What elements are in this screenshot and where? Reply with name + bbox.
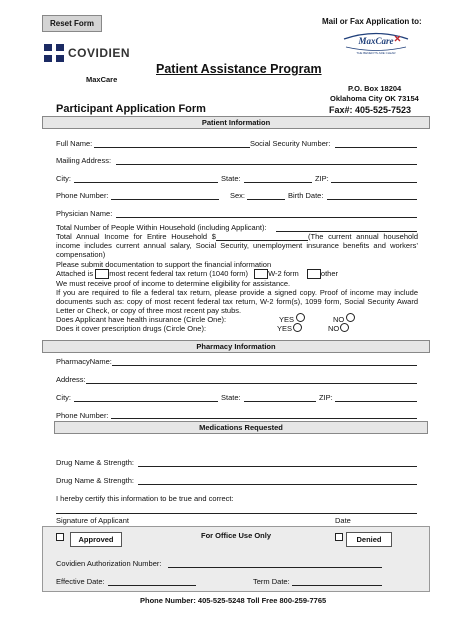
signed-copy-note: If you are required to file a federal tax return, please provide a signed copy. Proof of income may include documents such as: copy of most recent federal tax return, W-2 form(s), 1099 form, Social Security Award Letter or Check, or copy of three most recent pay stubs. xyxy=(56,288,418,315)
attached-row xyxy=(56,269,338,279)
health-insurance-question: Does Applicant have health insurance (Circle One): xyxy=(56,315,227,324)
svg-text:MaxCare: MaxCare xyxy=(358,36,394,46)
page-title: Patient Assistance Program xyxy=(156,62,322,76)
form-title: Participant Application Form xyxy=(56,103,206,115)
pharmacy-name-label: PharmacyName: xyxy=(56,357,112,366)
pharmacy-info-header: Pharmacy Information xyxy=(42,340,430,353)
certify-statement: I hereby certify this information to be true and correct: xyxy=(56,494,234,503)
covidien-logo-icon xyxy=(44,44,64,62)
covidien-logo-text: COVIDIEN xyxy=(68,46,131,60)
other-checkbox[interactable] xyxy=(307,269,321,279)
ssn-field[interactable] xyxy=(335,147,417,148)
pharmacy-state-field[interactable] xyxy=(244,401,316,402)
pharmacy-zip-label: ZIP: xyxy=(319,393,333,402)
svg-text:THE BENEFITS ARE CLEAR: THE BENEFITS ARE CLEAR xyxy=(356,51,396,55)
rx-yes-circle[interactable] xyxy=(293,323,302,332)
pharmacy-name-field[interactable] xyxy=(112,365,417,366)
term-date-field[interactable] xyxy=(292,585,382,586)
denied-button[interactable]: Denied xyxy=(346,532,392,547)
pharmacy-state-label: State: xyxy=(221,393,241,402)
phone-label: Phone Number: xyxy=(56,191,109,200)
address-line-2: Oklahoma City OK 73154 xyxy=(330,94,419,103)
ssn-label: Social Security Number: xyxy=(250,139,331,148)
effective-date-label: Effective Date: xyxy=(56,577,105,586)
pharmacy-phone-label: Phone Number: xyxy=(56,411,109,420)
tax-return-label: most recent federal tax return (1040 form) xyxy=(109,269,249,278)
income-paragraph xyxy=(56,232,418,259)
household-people-label: Total Number of People Within Household (including Applicant): xyxy=(56,223,267,232)
attached-label: Attached is xyxy=(56,269,94,278)
pharmacy-city-label: City: xyxy=(56,393,71,402)
full-name-label: Full Name: xyxy=(56,139,93,148)
approved-checkbox[interactable] xyxy=(56,533,64,541)
office-use-title: For Office Use Only xyxy=(201,531,272,540)
footer-phone: Phone Number: 405-525-5248 Toll Free 800-259-7765 xyxy=(140,596,327,605)
drug1-field[interactable] xyxy=(138,466,417,467)
other-label: other xyxy=(320,269,339,278)
sex-field[interactable] xyxy=(247,199,285,200)
drug2-field[interactable] xyxy=(138,484,417,485)
income-description: (The current annual household income includes current annual salary, Social Security, unemployment insurance benefits and workers’ compensation) xyxy=(56,232,418,259)
prescription-question: Does it cover prescription drugs (Circle One): xyxy=(56,324,207,333)
pharmacy-zip-field[interactable] xyxy=(335,401,417,402)
mailing-address-field[interactable] xyxy=(116,164,417,165)
w2-checkbox[interactable] xyxy=(254,269,268,279)
city-label: City: xyxy=(56,174,71,183)
pharmacy-address-label: Address: xyxy=(56,375,86,384)
drug2-label: Drug Name & Strength: xyxy=(56,476,134,485)
drug1-label: Drug Name & Strength: xyxy=(56,458,134,467)
tax-return-checkbox[interactable] xyxy=(95,269,109,279)
mailing-address-label: Mailing Address: xyxy=(56,156,112,165)
signature-line[interactable] xyxy=(56,513,417,514)
patient-info-header: Patient Information xyxy=(42,116,430,129)
birth-date-label: Birth Date: xyxy=(288,191,324,200)
health-no-circle[interactable] xyxy=(346,313,355,322)
effective-date-field[interactable] xyxy=(108,585,196,586)
mail-to-label: Mail or Fax Application to: xyxy=(322,17,422,26)
rx-no-circle[interactable] xyxy=(340,323,349,332)
physician-field[interactable] xyxy=(116,217,417,218)
auth-number-label: Covidien Authorization Number: xyxy=(56,559,162,568)
date-label: Date xyxy=(335,516,351,525)
fax-number: Fax#: 405-525-7523 xyxy=(329,105,412,115)
full-name-field[interactable] xyxy=(94,147,250,148)
income-label: Total Annual Income for Entire Household $ xyxy=(56,232,216,241)
w2-label: W-2 form xyxy=(268,269,299,278)
phone-field[interactable] xyxy=(111,199,219,200)
denied-checkbox[interactable] xyxy=(335,533,343,541)
rx-no-option[interactable]: NO xyxy=(328,324,340,333)
address-line-1: P.O. Box 18204 xyxy=(348,84,402,93)
reset-form-button[interactable]: Reset Form xyxy=(42,15,102,32)
pharmacy-city-field[interactable] xyxy=(74,401,218,402)
state-field[interactable] xyxy=(244,182,312,183)
medications-header: Medications Requested xyxy=(54,421,428,434)
maxcare-logo xyxy=(340,30,412,56)
zip-field[interactable] xyxy=(331,182,417,183)
signature-label: Signature of Applicant xyxy=(56,516,129,525)
physician-label: Physician Name: xyxy=(56,209,113,218)
city-field[interactable] xyxy=(74,182,218,183)
submit-docs-note: Please submit documentation to support the financial information xyxy=(56,260,272,269)
zip-label: ZIP: xyxy=(315,174,329,183)
approved-button[interactable]: Approved xyxy=(70,532,122,547)
proof-note: We must receive proof of income to determine eligibility for assistance. xyxy=(56,279,291,288)
term-date-label: Term Date: xyxy=(253,577,290,586)
state-label: State: xyxy=(221,174,241,183)
pharmacy-address-field[interactable] xyxy=(86,383,417,384)
pharmacy-phone-field[interactable] xyxy=(111,418,417,419)
birth-date-field[interactable] xyxy=(327,199,417,200)
maxcare-label: MaxCare xyxy=(86,75,118,84)
health-yes-option[interactable]: YES xyxy=(279,315,295,324)
rx-yes-option[interactable]: YES xyxy=(277,324,293,333)
sex-label: Sex: xyxy=(230,191,246,200)
health-yes-circle[interactable] xyxy=(296,313,305,322)
auth-number-field[interactable] xyxy=(168,567,382,568)
health-no-option[interactable]: NO xyxy=(333,315,345,324)
